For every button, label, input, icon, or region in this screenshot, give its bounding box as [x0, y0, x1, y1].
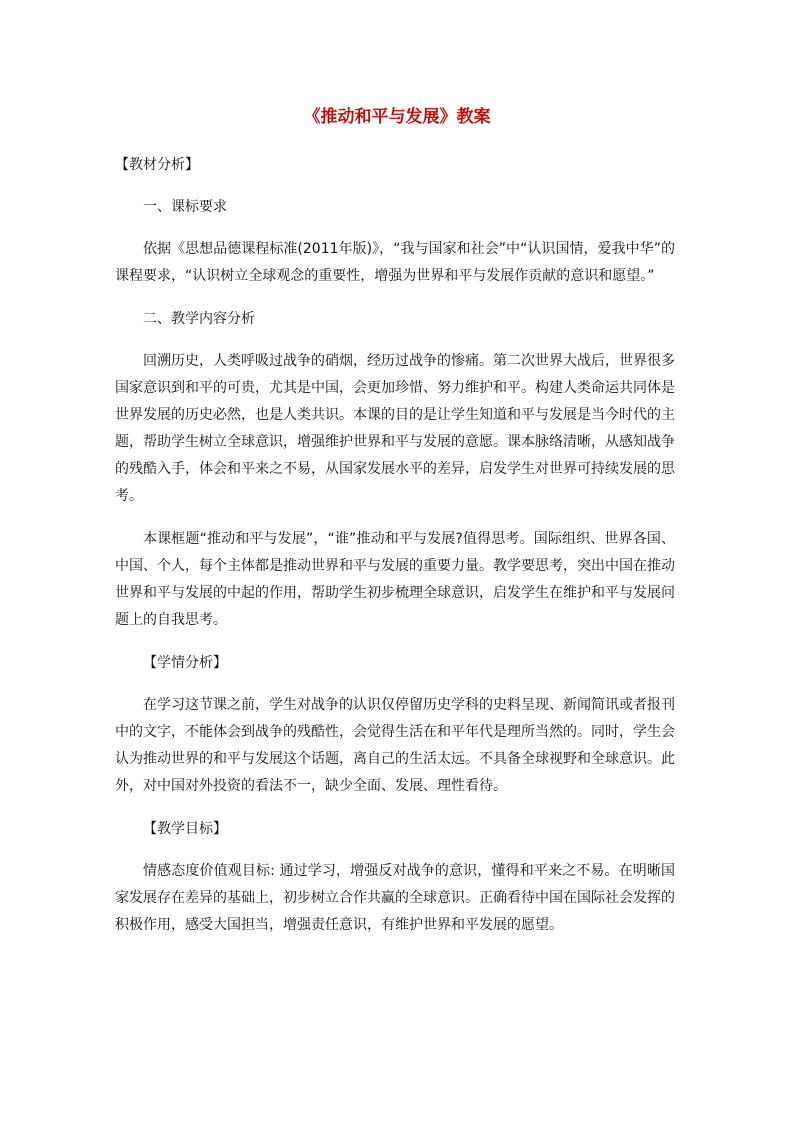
section-heading-jiaocai: 【教材分析】 [115, 157, 199, 173]
document-body [115, 152, 675, 955]
subheading-kebiao: 一、课标要求 [143, 199, 227, 215]
subheading-neirong: 二、教学内容分析 [143, 311, 255, 327]
paragraph-neirong-2: 本课框题“推动和平与发展”，“谁”推动和平与发展?值得思考。国际组织、世界各国、中国、个人，每个主体都是推动世界和平与发展的重要力量。教学要思考，突出中国在推动世界和平与发展的中起的作用，帮助学生初步梳理全球意识，启发学生在维护和平与发展问题上的自我思考。 [115, 531, 675, 628]
paragraph-kebiao: 依据《思想品德课程标准(2011年版)》，“我与国家和社会”中“认识国情，爱我中华”的课程要求，“认识树立全球观念的重要性，增强为世界和平与发展作贡献的意识和愿望。” [115, 241, 675, 284]
section-heading-xueqing: 【学情分析】 [143, 655, 227, 671]
paragraph-mubiao: 情感态度价值观目标: 通过学习，增强反对战争的意识，懂得和平来之不易。在明晰国家发展存在差异的基础上，初步树立合作共赢的全球意识。正确看待中国在国际社会发挥的积极作用，感受大国担当，增强责任意识，有维护世界和平发展的愿望。 [115, 863, 675, 933]
paragraph-xueqing: 在学习这节课之前，学生对战争的认识仅停留历史学科的史料呈现、新闻简讯或者报刊中的文字，不能体会到战争的残酷性，会觉得生活在和平年代是理所当然的。同时，学生会认为推动世界的和平与发展这个话题，离自己的生活太远。不具备全球视野和全球意识。此外，对中国对外投资的看法不一，缺少全面、发展、理性看待。 [115, 697, 675, 794]
paragraph-neirong-1: 回溯历史，人类呼吸过战争的硝烟，经历过战争的惨痛。第二次世界大战后，世界很多国家意识到和平的可贵，尤其是中国，会更加珍惜、努力维护和平。构建人类命运共同体是世界发展的历史必然，也是人类共识。本课的目的是让学生知道和平与发展是当今时代的主题，帮助学生树立全球意识，增强维护世界和平与发展的意愿。课本脉络清晰，从感知战争的残酷入手，体会和平来之不易，从国家发展水平的差异，启发学生对世界可持续发展的思考。 [115, 353, 675, 504]
document-title: 《推动和平与发展》教案 [303, 107, 491, 127]
section-heading-mubiao: 【教学目标】 [143, 821, 227, 837]
